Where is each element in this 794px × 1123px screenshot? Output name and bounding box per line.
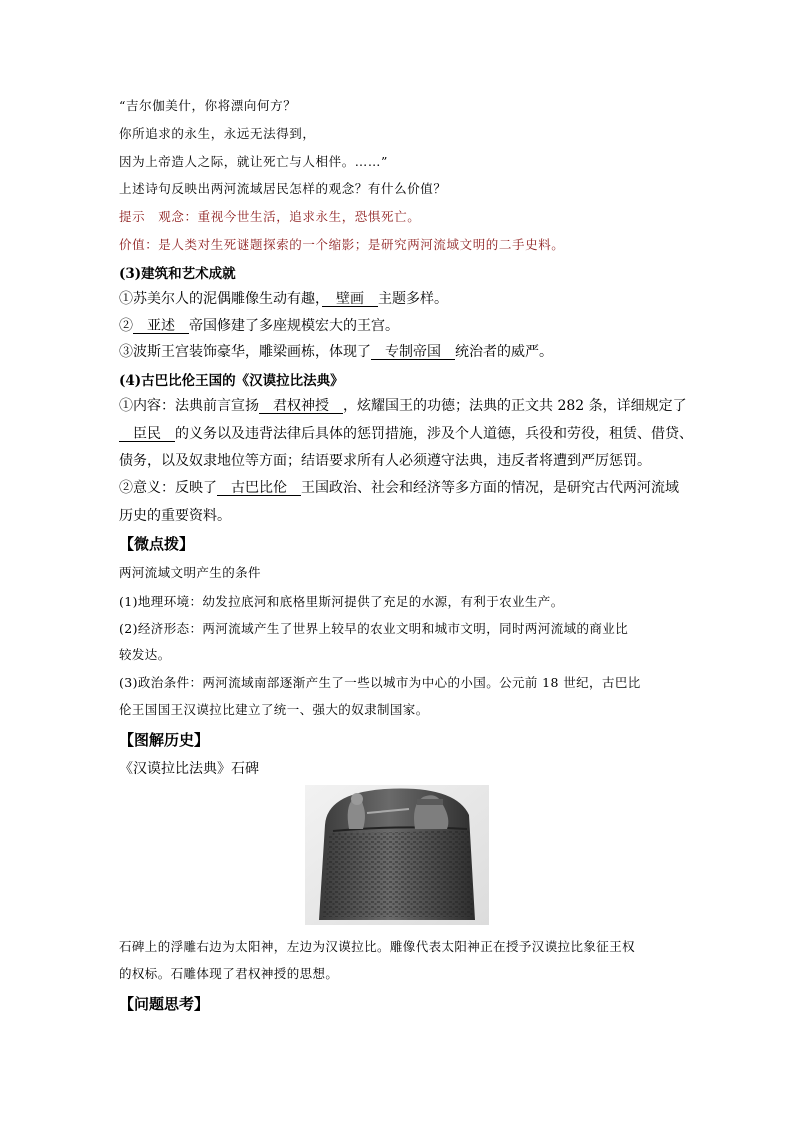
question-text: 上述诗句反映出两河流域居民怎样的观念？有什么价值？ bbox=[119, 181, 447, 196]
poem-line-2: 你所追求的永生，永远无法得到， bbox=[119, 126, 316, 141]
meaning-line-2: 历史的重要资料。 bbox=[119, 508, 231, 524]
item-3-text-a: ③波斯王宫装饰豪华，雕梁画栋，体现了 bbox=[119, 344, 371, 360]
content-text-b: ，炫耀国王的功德；法典的正文共 282 条，详细规定了 bbox=[343, 398, 687, 414]
meaning-text-b: 王国政治、社会和经济等多方面的情况，是研究古代两河流域 bbox=[301, 480, 679, 496]
weidianbo-point-3a: (3)政治条件：两河流域南部逐渐产生了一些以城市为中心的小国。公元前 18 世纪，古巴比 bbox=[119, 675, 641, 690]
content-line-3: 债务，以及奴隶地位等方面；结语要求所有人必须遵守法典，违反者将遭到严厉惩罚。 bbox=[119, 453, 651, 469]
section-3-item-2 bbox=[119, 315, 399, 335]
wenti-tag: 【问题思考】 bbox=[119, 995, 210, 1013]
meaning-line-1 bbox=[119, 477, 679, 497]
meaning-text-a: ②意义：反映了 bbox=[119, 480, 217, 496]
weidianbo-point-2a: (2)经济形态：两河流域产生了世界上较早的农业文明和城市文明，同时两河流域的商业比 bbox=[119, 621, 629, 636]
value-text: 价值：是人类对生死谜题探索的一个缩影；是研究两河流域文明的二手史料。 bbox=[119, 237, 565, 252]
section-3-heading: (3)建筑和艺术成就 bbox=[119, 266, 236, 282]
poem-line-3: 因为上帝造人之际，就让死亡与人相伴。……” bbox=[119, 154, 388, 169]
weidianbo-point-3b: 伦王国国王汉谟拉比建立了统一、强大的奴隶制国家。 bbox=[119, 702, 429, 717]
section-3-item-3 bbox=[119, 341, 553, 361]
item-3-text-b: 统治者的威严。 bbox=[455, 344, 553, 360]
meaning-answer: 古巴比伦 bbox=[217, 480, 301, 496]
stele-caption: 《汉谟拉比法典》石碑 bbox=[119, 761, 259, 777]
stele-description-1: 石碑上的浮雕右边为太阳神，左边为汉谟拉比。雕像代表太阳神正在授予汉谟拉比象征王权 bbox=[119, 939, 636, 954]
content-text-a: ①内容：法典前言宣扬 bbox=[119, 398, 259, 414]
item-1-text-a: ①苏美尔人的泥偶雕像生动有趣， bbox=[119, 291, 322, 307]
item-2-text-b: 帝国修建了多座规模宏大的王宫。 bbox=[189, 318, 399, 334]
hint-text: 提示 观念：重视今世生活，追求永生，恐惧死亡。 bbox=[119, 209, 421, 224]
section-4-heading: (4)古巴比伦王国的《汉谟拉比法典》 bbox=[119, 373, 344, 389]
poem-line-1: “吉尔伽美什，你将漂向何方？ bbox=[119, 98, 297, 113]
weidianbo-point-1: (1)地理环境：幼发拉底河和底格里斯河提供了充足的水源，有利于农业生产。 bbox=[119, 594, 564, 609]
content-line-2 bbox=[119, 423, 693, 443]
section-3-item-1 bbox=[119, 288, 448, 308]
tujie-tag: 【图解历史】 bbox=[119, 731, 210, 749]
item-1-text-b: 主题多样。 bbox=[378, 291, 448, 307]
item-2-text-a: ② bbox=[119, 318, 133, 334]
item-3-answer: 专制帝国 bbox=[371, 344, 455, 360]
content-answer-2: 臣民 bbox=[119, 426, 175, 442]
stele-description-2: 的权标。石雕体现了君权神授的思想。 bbox=[119, 966, 339, 981]
content-text-c: 的义务以及违背法律后具体的惩罚措施，涉及个人道德，兵役和劳役，租赁、借贷、 bbox=[175, 426, 693, 442]
content-line-1 bbox=[119, 395, 687, 415]
hammurabi-stele-image bbox=[305, 785, 489, 925]
item-2-answer: 亚述 bbox=[133, 318, 189, 334]
content-answer-1: 君权神授 bbox=[259, 398, 343, 414]
weidianbo-tag: 【微点拨】 bbox=[119, 535, 195, 553]
weidianbo-title: 两河流域文明产生的条件 bbox=[119, 565, 261, 580]
item-1-answer: 壁画 bbox=[322, 291, 378, 307]
weidianbo-point-2b: 较发达。 bbox=[119, 647, 171, 662]
